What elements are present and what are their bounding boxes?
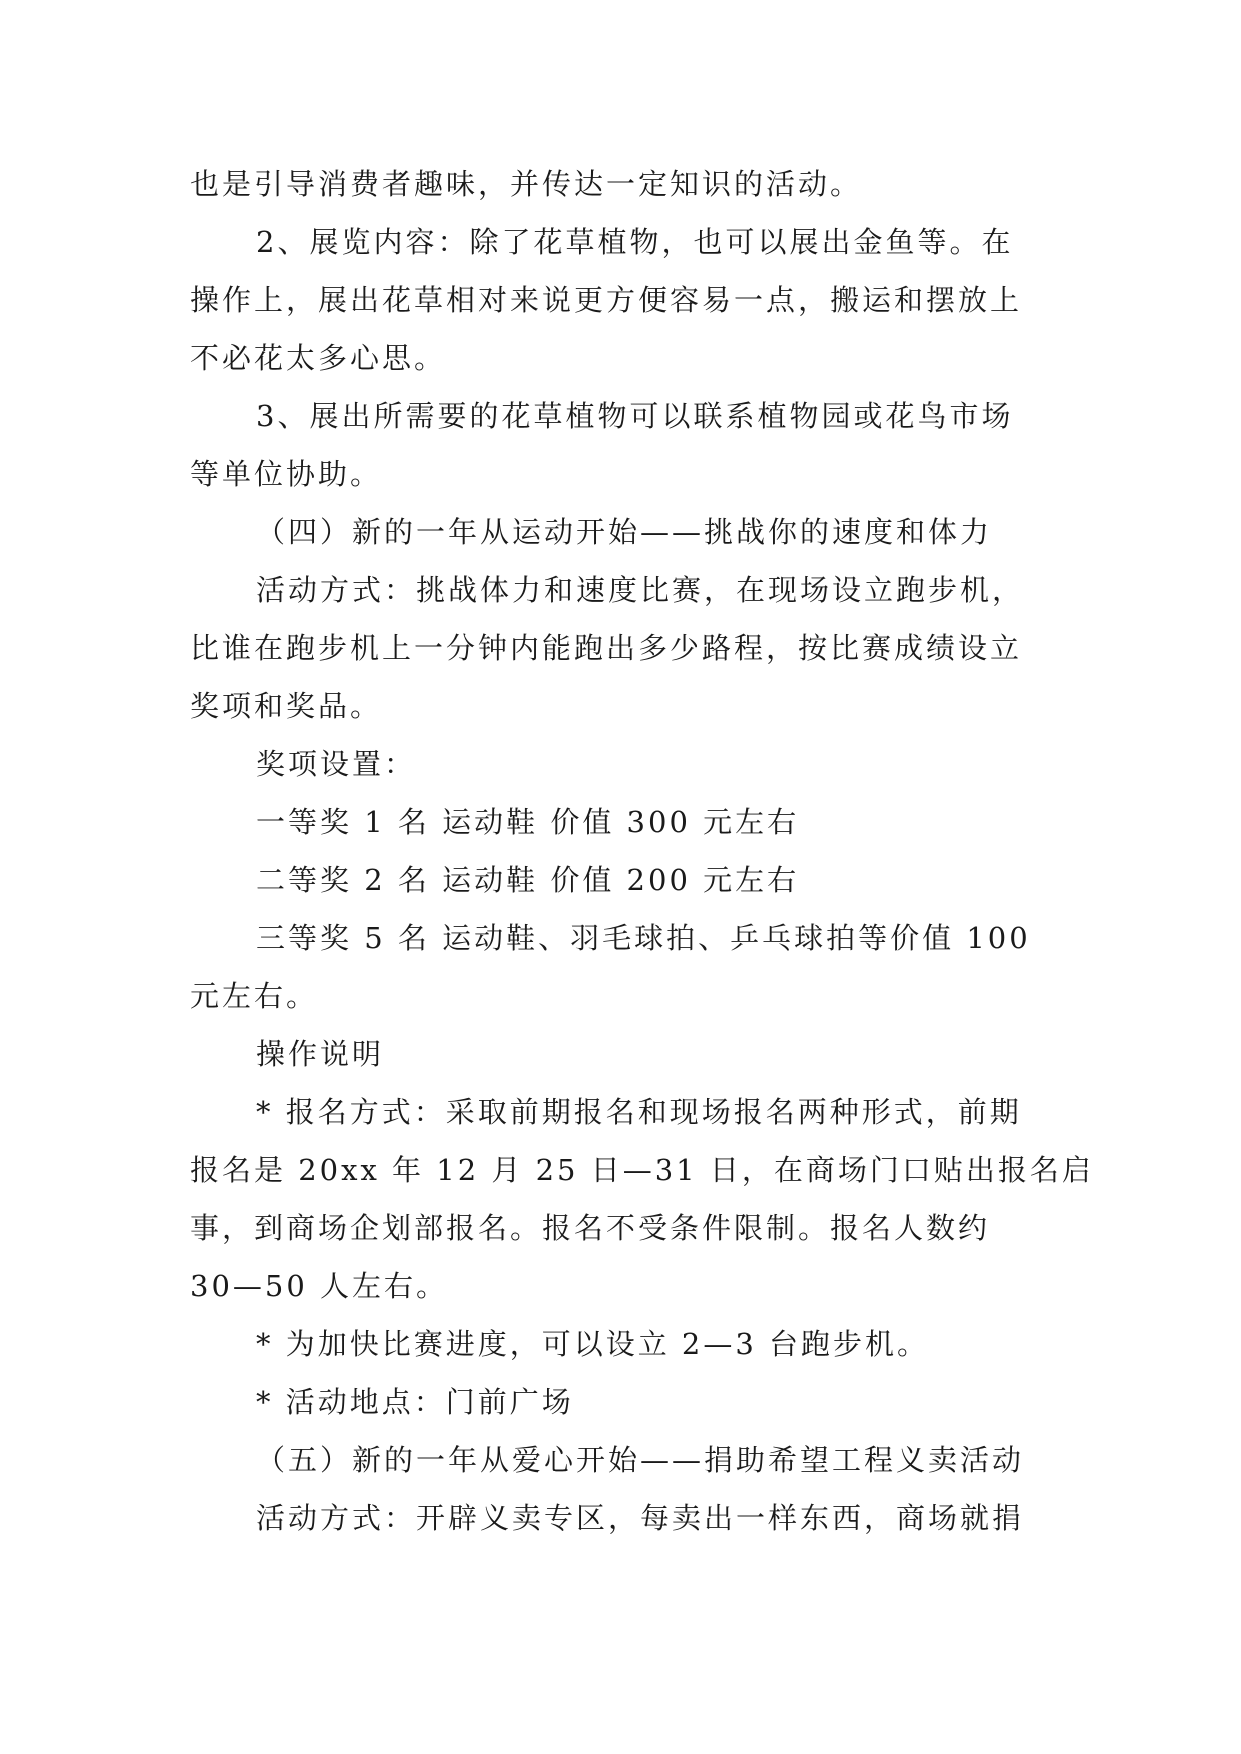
paragraph-line: 操作说明 [256,1037,385,1071]
bullet-line: * 活动地点：门前广场 [256,1385,574,1419]
bullet-line: * 报名方式：采取前期报名和现场报名两种形式，前期 [256,1095,1022,1129]
paragraph-line: 2、展览内容：除了花草植物，也可以展出金鱼等。在 [256,225,1014,259]
paragraph-line: 比谁在跑步机上一分钟内能跑出多少路程，按比赛成绩设立 [190,631,1023,665]
paragraph-line: 等单位协助。 [190,457,383,491]
section-heading: （四）新的一年从运动开始——挑战你的速度和体力 [256,515,993,549]
prize-line: 一等奖 1 名 运动鞋 价值 300 元左右 [256,805,800,839]
document-body [190,155,1094,1547]
prize-line: 三等奖 5 名 运动鞋、羽毛球拍、乒乓球拍等价值 100 [256,921,1031,955]
paragraph-line: 活动方式：开辟义卖专区，每卖出一样东西，商场就捐 [256,1501,1025,1535]
prize-line: 二等奖 2 名 运动鞋 价值 200 元左右 [256,863,800,897]
paragraph-line: 3、展出所需要的花草植物可以联系植物园或花鸟市场 [256,399,1014,433]
paragraph-line: 奖项设置： [256,747,417,781]
paragraph-line: 操作上，展出花草相对来说更方便容易一点，搬运和摆放上 [190,283,1023,317]
paragraph-line: 活动方式：挑战体力和速度比赛，在现场设立跑步机， [256,573,1025,607]
paragraph-line: 报名是 20xx 年 12 月 25 日—31 日，在商场门口贴出报名启 [190,1153,1094,1187]
bullet-line: * 为加快比赛进度，可以设立 2—3 台跑步机。 [256,1327,930,1361]
paragraph-line: 也是引导消费者趣味，并传达一定知识的活动。 [190,167,863,201]
paragraph-line: 元左右。 [190,979,319,1013]
paragraph-line: 不必花太多心思。 [190,341,447,375]
paragraph-line: 事，到商场企划部报名。报名不受条件限制。报名人数约 [190,1211,991,1245]
paragraph-line: 30—50 人左右。 [190,1269,449,1303]
paragraph-line: 奖项和奖品。 [190,689,383,723]
section-heading: （五）新的一年从爱心开始——捐助希望工程义卖活动 [256,1443,1025,1477]
